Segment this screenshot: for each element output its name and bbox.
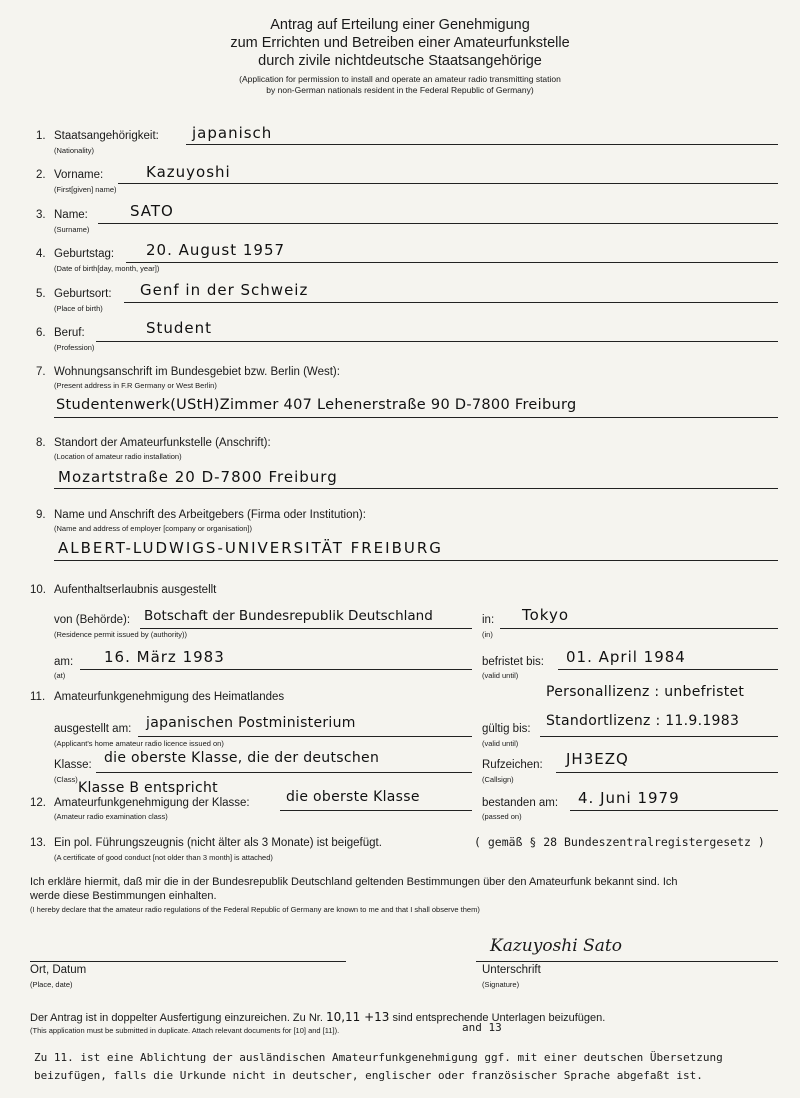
field-3-label: Name: — [54, 209, 88, 221]
field-6-label: Beruf: — [54, 327, 85, 339]
nationality-value: japanisch — [192, 124, 273, 142]
station-location-value: Mozartstraße 20 D-7800 Freiburg — [58, 468, 338, 486]
birthplace-value: Genf in der Schweiz — [140, 281, 309, 299]
field-5-number: 5. — [36, 288, 46, 300]
valid-until-value: 01. April 1984 — [566, 648, 686, 666]
field-6-number: 6. — [36, 327, 46, 339]
callsign-label: Rufzeichen: — [482, 759, 543, 771]
field-1-sublabel: (Nationality) — [54, 146, 95, 155]
first-name-value: Kazuyoshi — [146, 163, 231, 181]
field-12-line — [280, 810, 472, 811]
field-3-line — [98, 223, 778, 224]
licence-issued-label: ausgestellt am: — [54, 723, 132, 735]
field-5-line — [124, 302, 778, 303]
field-3-number: 3. — [36, 209, 46, 221]
callsign-sublabel: (Callsign) — [482, 775, 514, 784]
field-5-sublabel: (Place of birth) — [54, 304, 103, 313]
licence-valid-line — [540, 736, 778, 737]
personal-licence-value: Personallizenz : unbefristet — [546, 684, 745, 700]
callsign-value: JH3EZQ — [566, 750, 629, 768]
field-1-label: Staatsangehörigkeit: — [54, 130, 159, 142]
callsign-line — [556, 772, 778, 773]
field-5-label: Geburtsort: — [54, 288, 112, 300]
passed-on-label: bestanden am: — [482, 797, 559, 809]
issued-on-sublabel: (at) — [54, 671, 66, 680]
class-continuation-value: Klasse B entspricht — [78, 780, 218, 796]
footer-handwritten-numbers: 10,11 +13 — [325, 1010, 390, 1024]
issued-in-label: in: — [482, 614, 495, 626]
field-11-number: 11. — [30, 691, 46, 703]
field-2-line — [118, 183, 778, 184]
field-10-label: Aufenthaltserlaubnis ausgestellt — [54, 584, 217, 596]
profession-value: Student — [146, 319, 213, 337]
footer-note-2: beizufügen, falls die Urkunde nicht in deutscher, englischer oder französischer Sprache abgefaßt ist. — [34, 1069, 703, 1082]
footer-note: Zu 11. ist eine Ablichtung der ausländischen Amateurfunkgenehmigung ggf. mit einer deutschen Übersetzung — [34, 1051, 723, 1064]
place-date-label: Ort, Datum — [30, 964, 87, 976]
field-7-line — [54, 417, 778, 418]
surname-value: SATO — [130, 202, 174, 220]
footer-instruction-b: sind entsprechende Unterlagen beizufügen. — [392, 1012, 606, 1024]
field-8-number: 8. — [36, 437, 46, 449]
valid-until-label: befristet bis: — [482, 656, 544, 668]
signature-line — [476, 961, 778, 962]
site-licence-value: Standortlizenz : 11.9.1983 — [546, 713, 740, 729]
class-label: Klasse: — [54, 759, 92, 771]
licence-valid-label: gültig bis: — [482, 723, 531, 735]
field-13-label: Ein pol. Führungszeugnis (nicht älter als 3 Monate) ist beigefügt. — [54, 837, 382, 849]
form-title-english-2: by non-German nationals resident in the Federal Republic of Germany) — [266, 85, 534, 95]
field-11-label: Amateurfunkgenehmigung des Heimatlandes — [54, 691, 285, 703]
field-10-number: 10. — [30, 584, 46, 596]
licence-issued-line — [138, 736, 472, 737]
footer-instruction — [30, 1010, 605, 1025]
declaration-english: (I hereby declare that the amateur radio regulations of the Federal Republic of Germany are known to me and that I shall observe them) — [30, 905, 480, 914]
declaration-text: Ich erkläre hiermit, daß mir die in der Bundesrepublik Deutschland geltenden Bestimmungen über den Amateurfunk bekannt sind. Ich — [30, 876, 678, 888]
field-9-number: 9. — [36, 509, 46, 521]
declaration-text-2: werde diese Bestimmungen einhalten. — [30, 890, 217, 902]
place-date-sublabel: (Place, date) — [30, 980, 73, 989]
field-4-sublabel: (Date of birth[day, month, year]) — [54, 264, 160, 273]
footer-english: (This application must be submitted in duplicate. Attach relevant documents for [10] and [11]). — [30, 1026, 340, 1035]
field-4-label: Geburtstag: — [54, 248, 115, 260]
issued-in-value: Tokyo — [522, 606, 569, 624]
field-1-number: 1. — [36, 130, 46, 142]
field-3-sublabel: (Surname) — [54, 225, 90, 234]
field-6-sublabel: (Profession) — [54, 343, 95, 352]
field-2-sublabel: (First[given] name) — [54, 185, 117, 194]
signature-label: Unterschrift — [482, 964, 541, 976]
field-4-line — [126, 262, 778, 263]
field-7-sublabel: (Present address in F.R Germany or West Berlin) — [54, 381, 217, 390]
field-4-number: 4. — [36, 248, 46, 260]
conduct-certificate-value: ( gemäß § 28 Bundeszentralregistergesetz ) — [474, 835, 765, 849]
birthdate-value: 20. August 1957 — [146, 241, 286, 259]
signature-sublabel: (Signature) — [482, 980, 520, 989]
exam-class-value: die oberste Klasse — [286, 789, 420, 805]
issued-in-line — [500, 628, 778, 629]
form-title-line-3: durch zivile nichtdeutsche Staatsangehörige — [258, 53, 542, 69]
valid-until-line — [558, 669, 778, 670]
class-value: die oberste Klasse, die der deutschen — [104, 750, 380, 766]
authority-value: Botschaft der Bundesrepublik Deutschland — [144, 608, 433, 624]
field-12-label: Amateurfunkgenehmigung der Klasse: — [54, 797, 250, 809]
passed-on-line — [570, 810, 778, 811]
valid-until-sublabel: (valid until) — [482, 671, 519, 680]
form-title-line-2: zum Errichten und Betreiben einer Amateurfunkstelle — [230, 35, 570, 51]
employer-value: ALBERT-LUDWIGS-UNIVERSITÄT FREIBURG — [58, 539, 443, 557]
form-title-english: (Application for permission to install and operate an amateur radio transmitting station — [239, 74, 561, 84]
field-1-line — [186, 144, 778, 145]
issued-on-line — [80, 669, 472, 670]
field-7-number: 7. — [36, 366, 46, 378]
authority-label: von (Behörde): — [54, 614, 131, 626]
class-sublabel: (Class) — [54, 775, 78, 784]
form-title: Antrag auf Erteilung einer Genehmigung — [270, 17, 530, 33]
authority-line — [140, 628, 472, 629]
applicant-signature: Kazuyoshi Sato — [490, 936, 622, 956]
licence-valid-sublabel: (valid until) — [482, 739, 519, 748]
licence-issued-sublabel: (Applicant's home amateur radio licence issued on) — [54, 739, 224, 748]
field-9-label: Name und Anschrift des Arbeitgebers (Firma oder Institution): — [54, 509, 366, 521]
issued-on-value: 16. März 1983 — [104, 648, 225, 666]
field-13-number: 13. — [30, 837, 46, 849]
issued-in-sublabel: (in) — [482, 630, 493, 639]
field-13-sublabel: (A certificate of good conduct [not older than 3 month] is attached) — [54, 853, 273, 862]
issued-on-label: am: — [54, 656, 74, 668]
field-6-line — [96, 341, 778, 342]
field-7-label: Wohnungsanschrift im Bundesgebiet bzw. Berlin (West): — [54, 366, 340, 378]
footer-instruction-a: Der Antrag ist in doppelter Ausfertigung einzureichen. Zu Nr. — [30, 1012, 323, 1024]
field-8-sublabel: (Location of amateur radio installation) — [54, 452, 182, 461]
field-12-sublabel: (Amateur radio examination class) — [54, 812, 168, 821]
field-8-line — [54, 488, 778, 489]
field-9-sublabel: (Name and address of employer [company or organisation]) — [54, 524, 253, 533]
licence-issued-value: japanischen Postministerium — [146, 715, 356, 731]
field-9-line — [54, 560, 778, 561]
passed-on-sublabel: (passed on) — [482, 812, 522, 821]
passed-on-value: 4. Juni 1979 — [578, 789, 680, 807]
address-value: Studentenwerk(UStH)Zimmer 407 Lehenerstraße 90 D-7800 Freiburg — [56, 397, 577, 413]
place-date-line — [30, 961, 346, 962]
class-line — [96, 772, 472, 773]
field-2-number: 2. — [36, 169, 46, 181]
field-12-number: 12. — [30, 797, 46, 809]
field-2-label: Vorname: — [54, 169, 104, 181]
footer-english-addition: and 13 — [462, 1021, 502, 1034]
authority-sublabel: (Residence permit issued by (authority)) — [54, 630, 187, 639]
field-8-label: Standort der Amateurfunkstelle (Anschrift): — [54, 437, 271, 449]
